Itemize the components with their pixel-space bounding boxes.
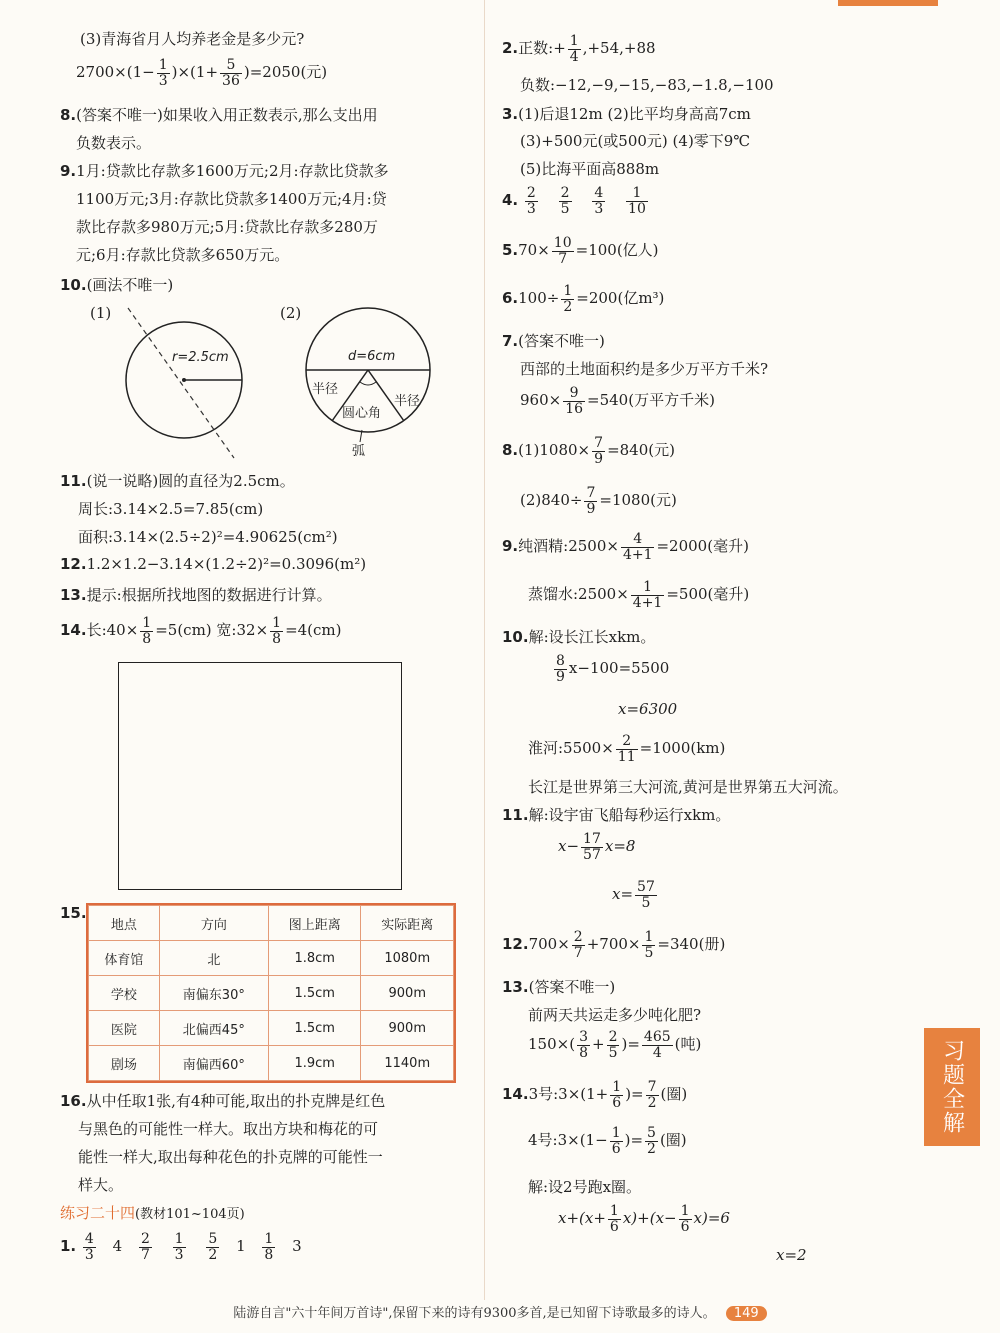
q9-line2: 1100万元;3月:存款比贷款多1400万元;4月:贷 (76, 190, 387, 208)
table-cell: 1080m (361, 941, 454, 976)
fraction: $\frac{7}{9}$ (586, 485, 596, 517)
r-q3-line1: 3.(1)后退12m (2)比平均身高高7cm (502, 105, 751, 123)
r-q13-formula: 150×( $\frac{3}{8}$ + $\frac{2}{5}$ )= $\frac{465}{4}$ (吨) (528, 1029, 702, 1061)
table-cell: 900m (361, 1011, 454, 1046)
fraction: $\frac{1}{8}$ (272, 615, 282, 647)
table-cell: 体育馆 (89, 941, 160, 976)
column-divider (484, 0, 485, 1300)
r-q9-alcohol: 9.纯酒精:2500× $\frac{4}{4+1}$ =2000(毫升) (502, 531, 749, 563)
table-cell: 1.9cm (269, 1046, 361, 1081)
r-q2-positive: 2.正数:+ $\frac{1}{4}$ ,+54,+88 (502, 33, 656, 65)
r-q3-line3: (5)比海平面高888m (520, 160, 660, 178)
r-q11-setup: 11.解:设宇宙飞船每秒运行xkm。 (502, 806, 731, 824)
r-q14-no4: 4号:3×(1− $\frac{1}{6}$ )= $\frac{5}{2}$ (圈) (528, 1125, 687, 1157)
circle-diagrams (110, 300, 470, 470)
r-q8-part1: 8.(1)1080× $\frac{7}{9}$ =840(元) (502, 435, 675, 467)
table-cell: 北 (159, 941, 268, 976)
q8-answer-cont: 负数表示。 (76, 134, 152, 152)
fraction: $\frac{1}{8}$ (142, 615, 152, 647)
q14-answer: 14.长:40× $\frac{1}{8}$ =5(cm) 宽:32× $\frac{1}{8}$ =4(cm) (60, 615, 342, 647)
circle-1 (126, 308, 242, 458)
q16-line4: 样大。 (78, 1176, 124, 1194)
r-q11-equation: x− $\frac{17}{57}$ x=8 (558, 831, 636, 863)
r-q10-solution: x=6300 (618, 700, 678, 718)
fraction: $\frac{1}{10}$ (628, 185, 646, 217)
q9-line4: 元;6月:存款比贷款多650万元。 (76, 246, 290, 264)
fraction: $\frac{5}{2}$ (208, 1231, 218, 1263)
circle1-label: (1) (90, 304, 112, 322)
fraction: $\frac{2}{3}$ (526, 185, 536, 217)
fraction: $\frac{1}{3}$ (174, 1231, 184, 1263)
circle1-radius-label: r=2.5cm (172, 350, 229, 365)
central-angle-label: 圆心角 (342, 406, 382, 421)
q9-answer: 9.1月:贷款比存款多1600万元;2月:存款比贷款多 (60, 162, 389, 180)
fraction: $\frac{4}{3}$ (84, 1231, 94, 1263)
q7-part3-formula: 2700×(1− $\frac{1}{3}$ )×(1+ $\frac{5}{36}$ )=2050(元) (76, 57, 328, 89)
r-q10-setup: 10.解:设长江长xkm。 (502, 628, 656, 646)
fraction: $\frac{1}{4}$ (569, 33, 579, 65)
q16-line3: 能性一样大,取出每种花色的扑克牌的可能性一 (78, 1148, 383, 1166)
fraction: $\frac{4}{4+1}$ (622, 531, 653, 563)
fraction: $\frac{2}{5}$ (608, 1029, 618, 1061)
fraction: $\frac{2}{7}$ (140, 1231, 150, 1263)
r-q7-line2: 西部的土地面积约是多少万平方千米? (520, 360, 769, 378)
table-cell: 1140m (361, 1046, 454, 1081)
fraction: $\frac{7}{9}$ (594, 435, 604, 467)
q8-answer: 8.(答案不唯一)如果收入用正数表示,那么支出用 (60, 106, 378, 124)
q11-area: 面积:3.14×(2.5÷2)²=4.90625(cm²) (78, 528, 338, 546)
fraction: $\frac{5}{36}$ (222, 57, 240, 89)
r-q2-negative: 负数:−12,−9,−15,−83,−1.8,−100 (520, 76, 774, 94)
r-q7-line1: 7.(答案不唯一) (502, 332, 605, 350)
r-q11-solution: x= $\frac{57}{5}$ (612, 879, 655, 911)
fraction: $\frac{17}{57}$ (583, 831, 601, 863)
fraction: $\frac{8}{9}$ (556, 653, 565, 685)
q12-answer: 12.1.2×1.2−3.14×(1.2÷2)²=0.3096(m²) (60, 555, 367, 573)
q15-number: 15. (60, 904, 87, 922)
table-header: 地点 (89, 906, 160, 941)
r-q8-part2: (2)840÷ $\frac{7}{9}$ =1080(元) (520, 485, 677, 517)
fraction: $\frac{10}{7}$ (553, 235, 572, 267)
table-cell: 医院 (89, 1011, 160, 1046)
fraction: $\frac{1}{6}$ (609, 1203, 619, 1235)
location-table (88, 905, 454, 1081)
table-cell: 1.8cm (269, 941, 361, 976)
table-row (89, 941, 454, 976)
q10-answer: 10.(画法不唯一) (60, 276, 174, 294)
q7-part3-text: (3)青海省月人均养老金是多少元? (80, 30, 305, 48)
r-q4-answer: 4. $\frac{2}{3}$ $\frac{2}{5}$ $\frac{4}{3}$ $\frac{1}{10}$ (502, 185, 646, 217)
q16-answer: 16.从中任取1张,有4种可能,取出的扑克牌是红色 (60, 1092, 386, 1110)
r-q14-solution: x=2 (776, 1246, 807, 1264)
table-row (89, 1011, 454, 1046)
fraction: $\frac{4}{3}$ (594, 185, 604, 217)
q11-perimeter: 周长:3.14×2.5=7.85(cm) (78, 500, 264, 518)
r-q6-answer: 6.100÷ $\frac{1}{2}$ =200(亿m³) (502, 283, 665, 315)
r-q5-answer: 5.70× $\frac{10}{7}$ =100(亿人) (502, 235, 659, 267)
table-cell: 剧场 (89, 1046, 160, 1081)
fraction: $\frac{1}{6}$ (612, 1079, 622, 1111)
r-q14-equation: x+(x+ $\frac{1}{6}$ x)+(x− $\frac{1}{6}$ x)=6 (558, 1203, 730, 1235)
r-q14-setup: 解:设2号跑x圈。 (528, 1178, 642, 1196)
table-cell: 学校 (89, 976, 160, 1011)
table-cell: 南偏西60° (159, 1046, 268, 1081)
top-accent-bar (838, 0, 938, 6)
exercise1-answer: 1. $\frac{4}{3}$ 4 $\frac{2}{7}$ $\frac{1}{3}$ $\frac{5}{2}$ 1 $\frac{1}{8}$ 3 (60, 1231, 302, 1263)
fraction: $\frac{3}{8}$ (579, 1029, 588, 1061)
r-q7-formula: 960× $\frac{9}{16}$ =540(万平方千米) (520, 385, 715, 417)
q13-answer: 13.提示:根据所找地图的数据进行计算。 (60, 586, 332, 604)
table-header: 实际距离 (361, 906, 454, 941)
circle2-diameter-label: d=6cm (348, 349, 396, 364)
rectangle-drawing (118, 662, 402, 890)
radius-label-right: 半径 (394, 394, 421, 409)
fraction: $\frac{1}{5}$ (644, 929, 654, 961)
fraction: $\frac{2}{11}$ (617, 733, 636, 765)
table-cell: 1.5cm (269, 1011, 361, 1046)
table-header-row (89, 906, 454, 941)
circle-2 (306, 308, 430, 442)
fraction: $\frac{2}{7}$ (573, 929, 583, 961)
r-q13-line2: 前两天共运走多少吨化肥? (528, 1006, 702, 1024)
footer-note: 陆游自言"六十年间万首诗",保留下来的诗有9300多首,是已知留下诗歌最多的诗人。 149 (0, 1302, 1000, 1321)
fraction: $\frac{1}{3}$ (158, 57, 168, 89)
r-q10-conclusion: 长江是世界第三大河流,黄河是世界第五大河流。 (528, 778, 848, 796)
table-cell: 南偏东30° (159, 976, 268, 1011)
table-row (89, 976, 454, 1011)
table-row (89, 1046, 454, 1081)
fraction: $\frac{5}{2}$ (647, 1125, 656, 1157)
q9-line3: 款比存款多980万元;5月:贷款比存款多280万 (76, 218, 378, 236)
r-q13-line1: 13.(答案不唯一) (502, 978, 616, 996)
table-header: 图上距离 (269, 906, 361, 941)
r-q14-no3: 14.3号:3×(1+ $\frac{1}{6}$ )= $\frac{7}{2}$ (圈) (502, 1079, 688, 1111)
exercise-heading: 练习二十四(教材101~104页) (60, 1204, 245, 1222)
fraction: $\frac{1}{6}$ (611, 1125, 621, 1157)
section-side-tab: 习题全解 (924, 1028, 980, 1146)
r-q10-huaihe: 淮河:5500× $\frac{2}{11}$ =1000(km) (528, 733, 726, 765)
fraction: $\frac{9}{16}$ (565, 385, 584, 417)
table-cell: 1.5cm (269, 976, 361, 1011)
fraction: $\frac{7}{2}$ (647, 1079, 657, 1111)
q11-answer: 11.(说一说略)圆的直径为2.5cm。 (60, 472, 295, 490)
r-q12-answer: 12.700× $\frac{2}{7}$ +700× $\frac{1}{5}$ =340(册) (502, 929, 726, 961)
fraction: $\frac{465}{4}$ (643, 1029, 671, 1061)
r-q3-line2: (3)+500元(或500元) (4)零下9℃ (520, 132, 751, 150)
page-number: 149 (726, 1306, 767, 1321)
circle2-label: (2) (280, 304, 302, 322)
radius-label-left: 半径 (312, 382, 339, 397)
r-q10-equation: $\frac{8}{9}$ x−100=5500 (556, 653, 670, 685)
fraction: $\frac{2}{5}$ (560, 185, 570, 217)
fraction: $\frac{1}{6}$ (680, 1203, 690, 1235)
arc-label: 弧 (352, 444, 366, 459)
table-cell: 900m (361, 976, 454, 1011)
r-q9-water: 蒸馏水:2500× $\frac{1}{4+1}$ =500(毫升) (528, 579, 750, 611)
fraction: $\frac{1}{4+1}$ (632, 579, 663, 611)
table-header: 方向 (159, 906, 268, 941)
fraction: $\frac{1}{2}$ (563, 283, 573, 315)
fraction: $\frac{57}{5}$ (637, 879, 655, 911)
fraction: $\frac{1}{8}$ (264, 1231, 274, 1263)
table-cell: 北偏西45° (159, 1011, 268, 1046)
q16-line2: 与黑色的可能性一样大。取出方块和梅花的可 (78, 1120, 379, 1138)
